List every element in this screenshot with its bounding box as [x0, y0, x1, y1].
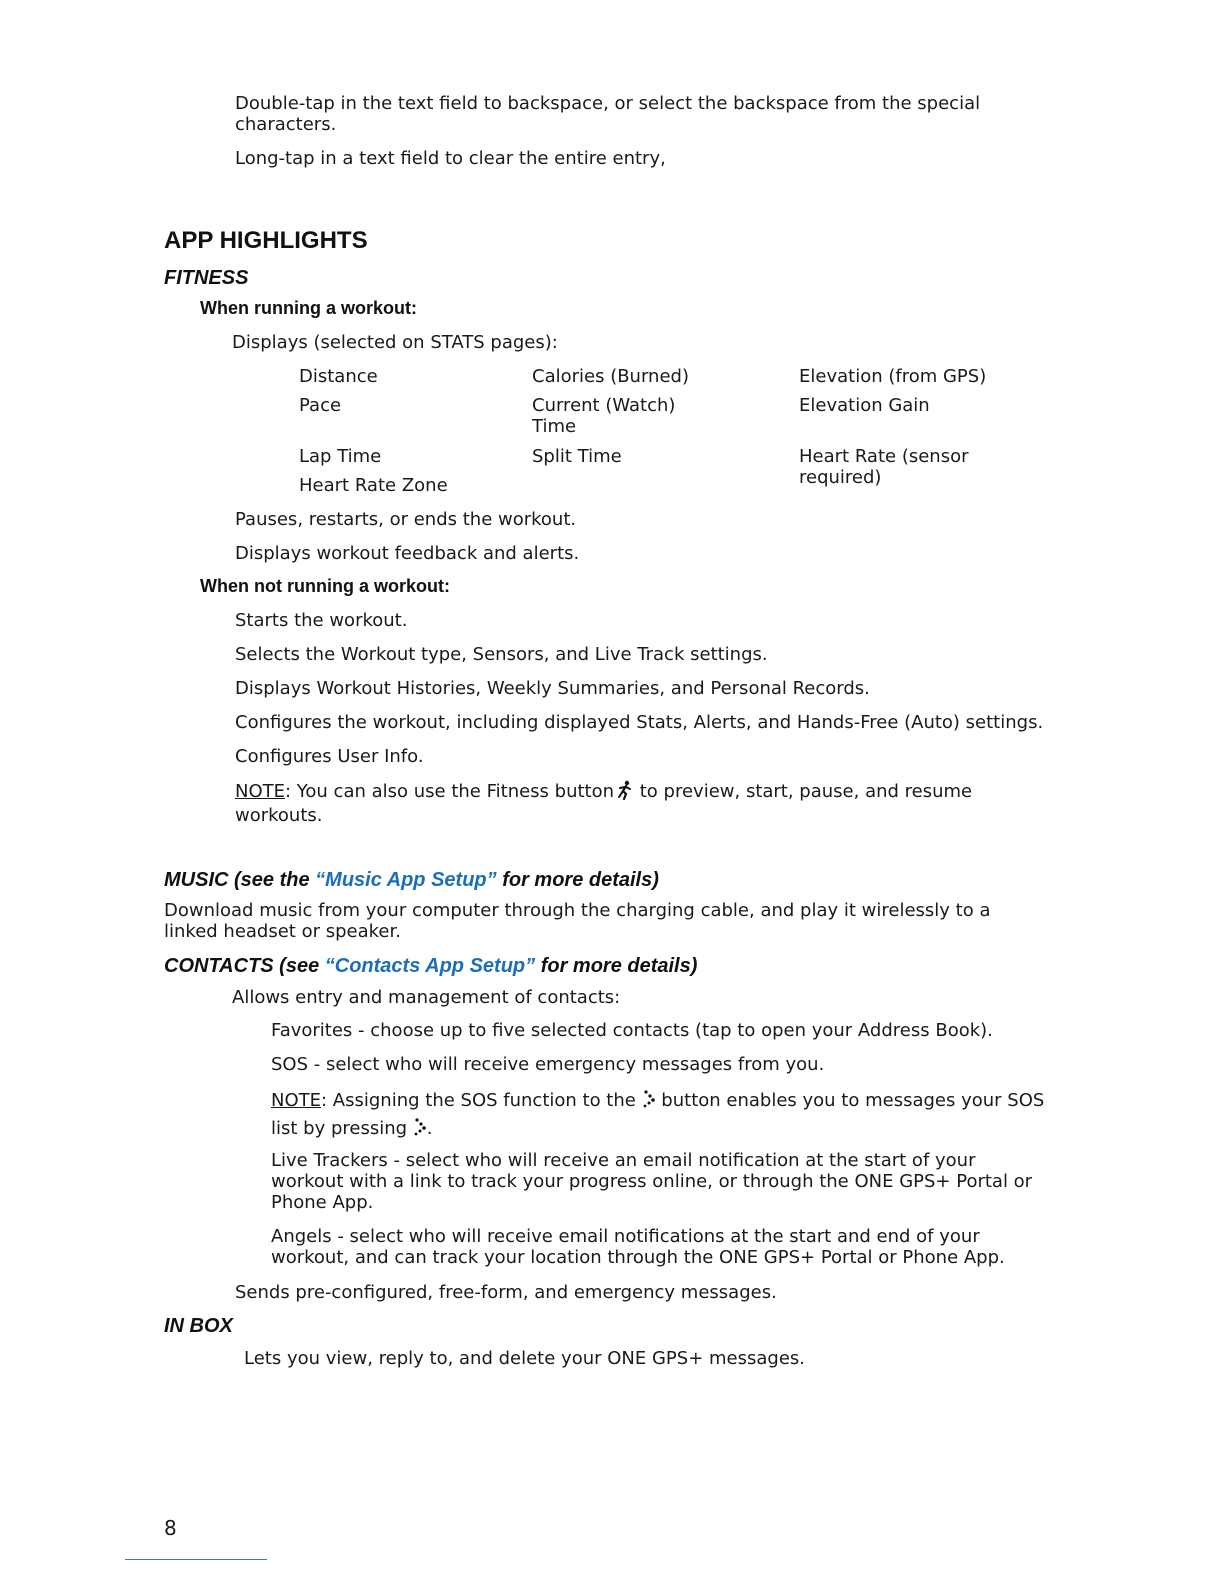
contacts-sos: SOS - select who will receive emergency messages from you.	[271, 1054, 825, 1075]
note-text: : You can also use the Fitness button	[285, 781, 615, 802]
page-number: 8	[164, 1516, 177, 1540]
note-label: NOTE	[271, 1090, 322, 1111]
running-label: When running a workout:	[200, 298, 417, 318]
note-text-end: .	[426, 1118, 433, 1139]
stat-cell: Current (Watch) Time	[532, 395, 676, 437]
stat-cell: Heart Rate (sensor required)	[799, 446, 969, 488]
running-person-icon	[614, 780, 634, 805]
sos-button-icon	[413, 1117, 427, 1144]
contacts-title	[164, 954, 697, 978]
inbox-body: Lets you view, reply to, and delete your ONE GPS+ messages.	[244, 1348, 805, 1369]
stat-cell: Heart Rate Zone	[299, 475, 448, 496]
music-title-prefix: MUSIC (see the	[164, 869, 316, 891]
note-label: NOTE	[235, 781, 286, 802]
not-running-item: Configures User Info.	[235, 746, 424, 767]
stat-cell: Split Time	[532, 446, 622, 467]
contacts-live-trackers: Live Trackers - select who will receive an email notification at the start of your workout with a link to track your progress online, or through the ONE GPS+ Portal or Phone App.	[271, 1150, 1033, 1213]
sos-button-icon	[642, 1089, 656, 1116]
stat-cell: Distance	[299, 366, 378, 387]
stat-cell: Pace	[299, 395, 342, 416]
note-text-end: to preview, start, pause, and resume workouts.	[235, 781, 973, 826]
fitness-title: FITNESS	[164, 267, 249, 289]
footer-rule	[125, 1559, 267, 1560]
music-title	[164, 868, 659, 892]
contacts-note	[271, 1088, 1046, 1144]
contacts-title-prefix: CONTACTS (see	[164, 955, 325, 977]
music-app-setup-link[interactable]: “Music App Setup”	[315, 869, 497, 891]
fitness-note	[235, 780, 1045, 826]
music-body: Download music from your computer through the charging cable, and play it wirelessly to a linked headset or speaker.	[164, 900, 991, 942]
not-running-item: Selects the Workout type, Sensors, and Live Track settings.	[235, 644, 768, 665]
not-running-item: Configures the workout, including displayed Stats, Alerts, and Hands-Free (Auto) settings.	[235, 712, 1044, 733]
contacts-allows: Allows entry and management of contacts:	[232, 987, 621, 1008]
page-heading: APP HIGHLIGHTS	[164, 227, 368, 254]
contacts-angels: Angels - select who will receive email notifications at the start and end of your workout, and can track your location through the ONE GPS+ Portal or Phone App.	[271, 1226, 1005, 1268]
intro-clear: Long-tap in a text field to clear the entire entry,	[235, 148, 666, 169]
running-item: Pauses, restarts, or ends the workout.	[235, 509, 577, 530]
contacts-favorites: Favorites - choose up to five selected contacts (tap to open your Address Book).	[271, 1020, 993, 1041]
inbox-title: IN BOX	[164, 1315, 233, 1337]
stat-cell: Lap Time	[299, 446, 382, 467]
contacts-title-suffix: for more details)	[535, 955, 698, 977]
intro-backspace: Double-tap in the text field to backspace, or select the backspace from the special characters.	[235, 93, 981, 135]
note-text: : Assigning the SOS function to the	[321, 1090, 642, 1111]
note-text-mid: button enables you to messages your SOS list by pressing	[271, 1090, 1045, 1139]
contacts-app-setup-link[interactable]: “Contacts App Setup”	[324, 955, 536, 977]
not-running-label: When not running a workout:	[200, 576, 450, 596]
not-running-item: Starts the workout.	[235, 610, 408, 631]
stat-cell: Elevation (from GPS)	[799, 366, 987, 387]
contacts-sends: Sends pre-configured, free-form, and emergency messages.	[235, 1282, 777, 1303]
music-title-suffix: for more details)	[496, 869, 659, 891]
not-running-item: Displays Workout Histories, Weekly Summaries, and Personal Records.	[235, 678, 870, 699]
displays-label: Displays (selected on STATS pages):	[232, 332, 558, 353]
stat-cell: Elevation Gain	[799, 395, 930, 416]
running-item: Displays workout feedback and alerts.	[235, 543, 580, 564]
stat-cell: Calories (Burned)	[532, 366, 689, 387]
